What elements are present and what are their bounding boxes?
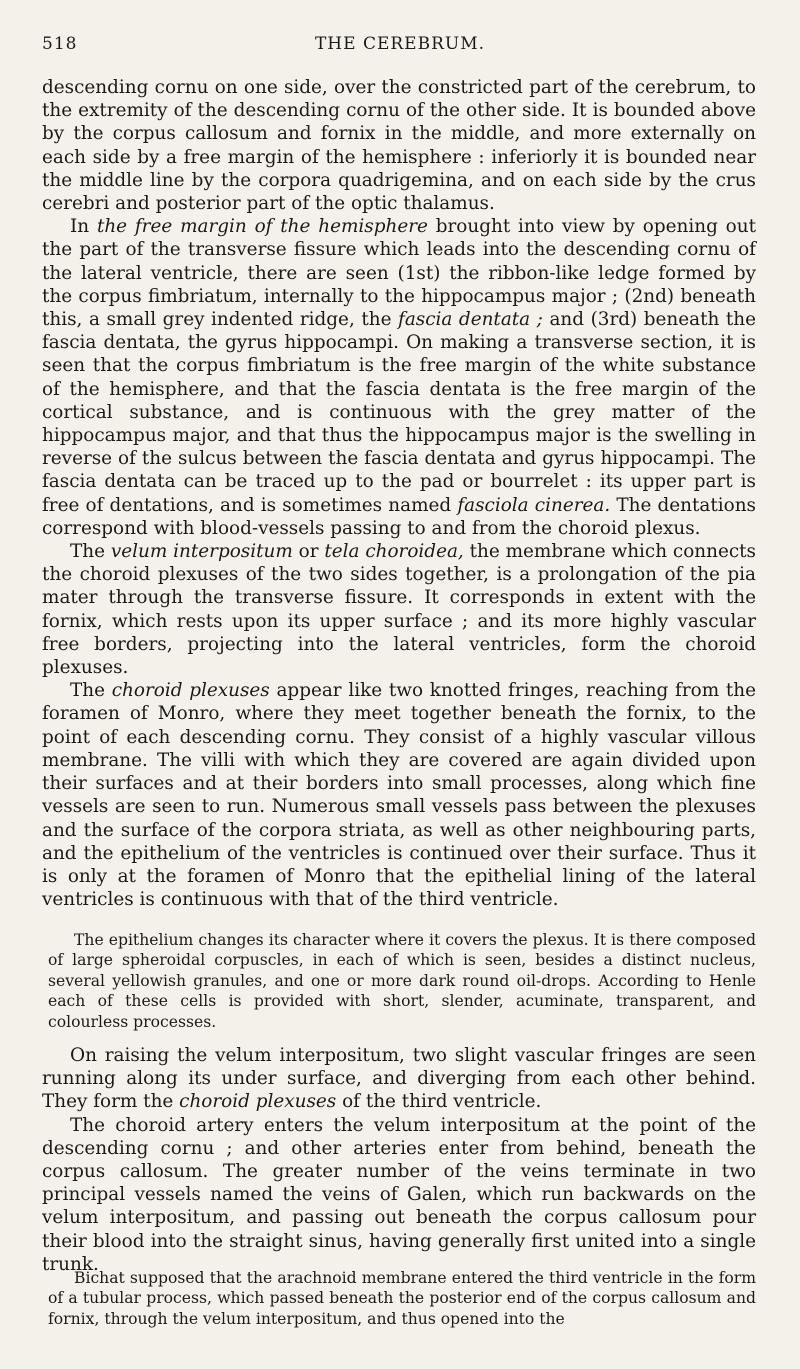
main-text-section-1 [42,76,756,911]
running-title: THE CEREBRUM. [314,34,486,54]
paragraph-third-ventricle-plexuses: On raising the velum interpositum, two slight vascular fringes are seen running along its under surface, and diverging from each other behind. They form the choroid plexuses of the third ventricle. [42,1045,756,1113]
paragraph-choroid-plexuses: The choroid plexuses appear like two knotted fringes, reaching from the foramen of Monro, where they meet together beneath the fornix, to the point of each descending cornu. They consist of a highly vascular villous membrane. The villi with which they are covered are again divided upon their surfaces and at their borders into small processes, along which fine vessels are seen to run. Numerous small vessels pass between the plexuses and the surface of the corpora striata, as well as other neighbouring parts, and the epithelium of the ventricles is continued over their surface. Thus it is only at the foramen of Monro that the epithelial lining of the lateral ventricles is continuous with that of the third ventricle. [42,680,756,911]
page-header [42,34,758,58]
footnote-epithelium: The epithelium changes its character where it covers the plexus. It is there composed of large spheroidal corpuscles, in each of which is seen, besides a distinct nucleus, several yellowish granules, and one or more dark round oil-drops. According to Henle each of these cells is provided with short, slender, acuminate, transparent, and colourless processes. [48,931,756,1031]
paragraph-velum-interpositum: The velum interpositum or tela choroidea, the membrane which connects the choroid plexuses of the two sides together, is a prolongation of the pia mater through the transverse fissure. It corresponds in extent with the fornix, which rests upon its upper surface ; and its more highly vascular free borders, projecting into the lateral ventricles, form the choroid plexuses. [42,541,756,679]
main-text-section-2 [42,1044,756,1276]
paragraph-free-margin: In the free margin of the hemisphere brought into view by opening out the part of the transverse fissure which leads into the descending cornu of the lateral ventricle, there are seen (1st) the ribbon-like ledge formed by the corpus fimbriatum, internally to the hippocampus major ; (2nd) beneath this, a small grey indented ridge, the fascia dentata ; and (3rd) beneath the fascia dentata, the gyrus hippocampi. On making a transverse section, it is seen that the corpus fimbriatum is the free margin of the white substance of the hemisphere, and that the fascia dentata is the free margin of the cortical substance, and is continuous with the grey matter of the hippocampus major, and that thus the hippocampus major is the swelling in reverse of the sulcus between the fascia dentata and gyrus hippocampi. The fascia dentata can be traced up to the pad or bourrelet : its upper part is free of dentations, and is sometimes named fasciola cinerea. The dentations correspond with blood-vessels passing to and from the choroid plexus. [42,216,756,539]
paragraph-continuation: descending cornu on one side, over the constricted part of the cerebrum, to the extremity of the descending cornu of the other side. It is bounded above by the corpus callosum and fornix in the middle, and more externally on each side by a free margin of the hemisphere : inferiorly it is bounded near the middle line by the corpora quadrigemina, and on each side by the crus cerebri and posterior part of the optic thalamus. [42,77,756,215]
footnote-bichat: Bichat supposed that the arachnoid membrane entered the third ventricle in the form of a tubular process, which passed beneath the posterior end of the corpus callosum and fornix, through the velum interpositum, and thus opened into the [48,1269,756,1328]
paragraph-choroid-artery: The choroid artery enters the velum interpositum at the point of the descending cornu ; and other arteries enter from behind, beneath the corpus callosum. The greater number of the veins terminate in two principal vessels named the veins of Galen, which run backwards on the velum interpositum, and passing out beneath the corpus callosum pour their blood into the straight sinus, having generally first united into a single trunk. [42,1114,756,1275]
page-number: 518 [42,34,78,54]
